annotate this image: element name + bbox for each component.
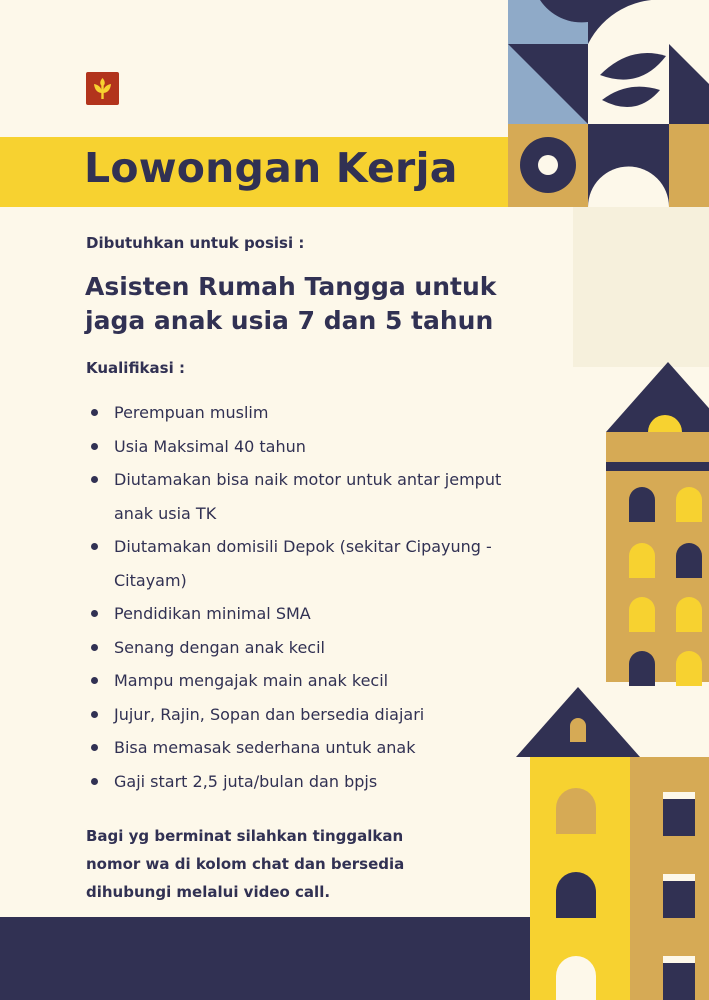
list-item: Bisa memasak sederhana untuk anak <box>90 731 520 765</box>
qualifications-list <box>90 396 520 798</box>
list-item: Senang dengan anak kecil <box>90 631 520 665</box>
wheat-logo-icon <box>86 72 119 105</box>
building-front <box>516 686 709 1000</box>
list-item: Mampu mengajak main anak kecil <box>90 664 520 698</box>
list-item: Jujur, Rajin, Sopan dan bersedia diajari <box>90 698 520 732</box>
position-title: Asisten Rumah Tangga untuk jaga anak usia 7 dan 5 tahun <box>85 272 497 335</box>
position-label: Dibutuhkan untuk posisi : <box>86 234 305 252</box>
list-item: Diutamakan bisa naik motor untuk antar jemput anak usia TK <box>90 463 520 530</box>
background-strip <box>573 207 709 367</box>
qualifications-label: Kualifikasi : <box>86 359 185 377</box>
list-item: Diutamakan domisili Depok (sekitar Cipayung - Citayam) <box>90 530 520 597</box>
list-item: Pendidikan minimal SMA <box>90 597 520 631</box>
page-title: Lowongan Kerja <box>84 144 458 192</box>
list-item: Perempuan muslim <box>90 396 520 430</box>
closing-note: Bagi yg berminat silahkan tinggalkan nomor wa di kolom chat dan bersedia dihubungi melalui video call. <box>86 827 405 901</box>
footer-band <box>0 917 530 1000</box>
building-back <box>606 362 709 686</box>
list-item: Usia Maksimal 40 tahun <box>90 430 520 464</box>
geometric-pattern <box>508 0 709 207</box>
list-item: Gaji start 2,5 juta/bulan dan bpjs <box>90 765 520 799</box>
